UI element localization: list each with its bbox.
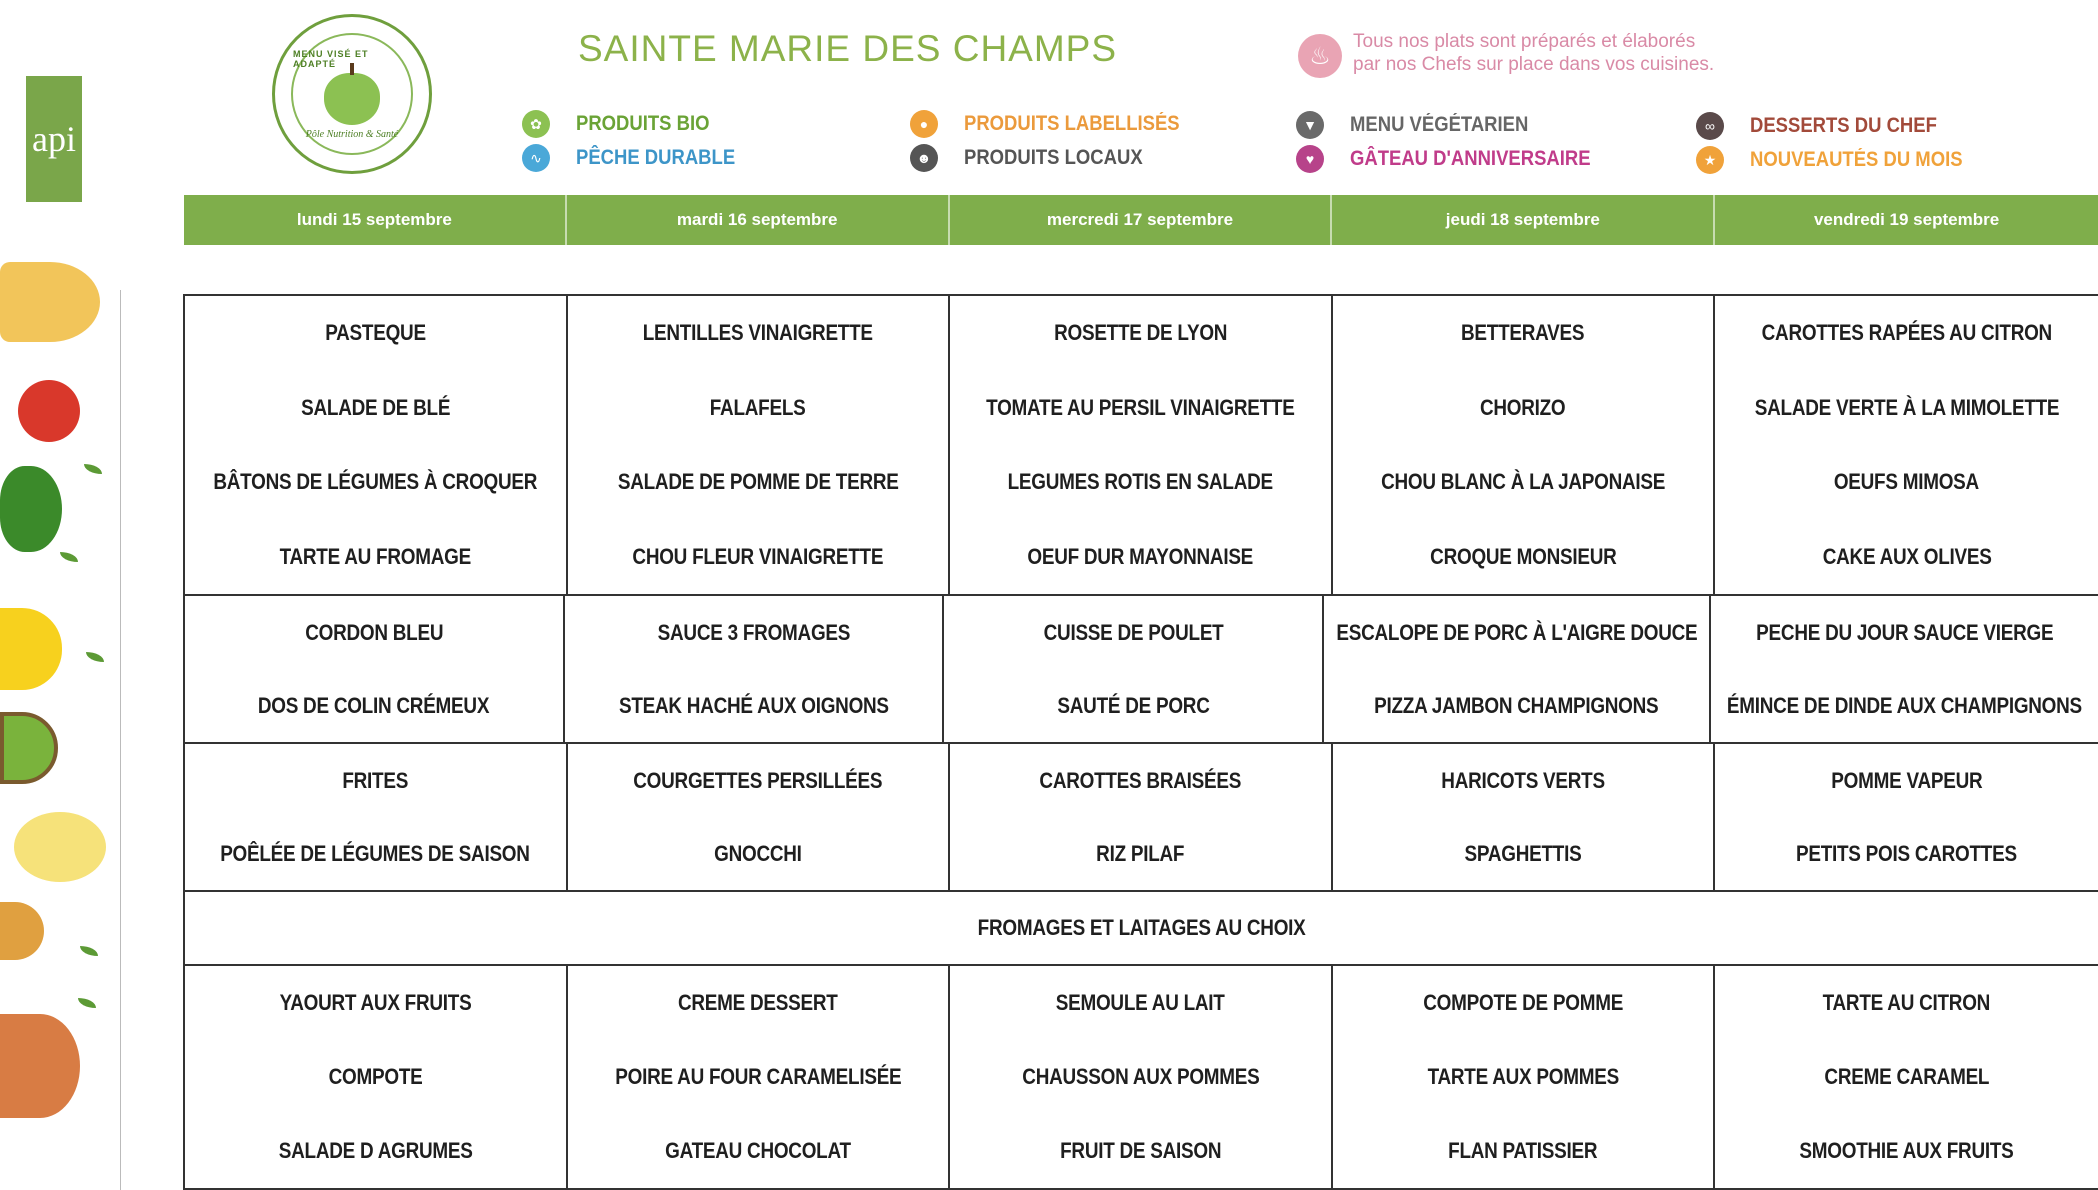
day-cell: [185, 296, 568, 594]
dish: DOS DE COLIN CRÉMEUX: [258, 692, 490, 718]
dish: POIRE AU FOUR CARAMELISÉE: [614, 1064, 901, 1089]
star-icon: ★: [1696, 146, 1724, 174]
day-cell: [568, 966, 951, 1188]
menu-grid: [183, 294, 2098, 1190]
menu-approved-seal: [272, 14, 432, 174]
kiwi-image: [0, 712, 58, 784]
dish: CUISSE DE POULET: [1043, 619, 1224, 645]
dish: CROQUE MONSIEUR: [1429, 543, 1617, 569]
dish: COURGETTES PERSILLÉES: [633, 767, 883, 793]
fruit-tart-image: [0, 1014, 80, 1118]
dish: PASTEQUE: [324, 320, 426, 346]
dish: HARICOTS VERTS: [1441, 767, 1605, 793]
day-cell: [1715, 966, 2098, 1188]
dish: CHOU BLANC À LA JAPONAISE: [1381, 469, 1666, 495]
day-cell: [1333, 744, 1716, 890]
chef-note-line1: Tous nos plats sont préparés et élaborés: [1353, 31, 1696, 52]
day-cell: [1711, 596, 2098, 742]
day-cell: [1333, 296, 1716, 594]
dish: YAOURT AUX FRUITS: [279, 990, 472, 1015]
legend-gateau-anniversaire: [1296, 145, 1623, 173]
legend-label: NOUVEAUTÉS DU MOIS: [1750, 148, 1963, 171]
dish: TARTE AU FROMAGE: [279, 543, 471, 569]
decorative-food-strip: [0, 0, 120, 1190]
mains-section: [183, 594, 2098, 742]
day-thursday: jeudi 18 septembre: [1332, 195, 1715, 245]
legend-label: PRODUITS LABELLISÉS: [964, 112, 1180, 135]
day-cell: [950, 966, 1333, 1188]
legend-produits-labellises: [910, 110, 1209, 138]
dish: TARTE AUX POMMES: [1427, 1064, 1619, 1089]
leaf-decoration: [86, 652, 104, 662]
legend-peche-durable: [522, 144, 757, 172]
apple-icon: [324, 73, 380, 125]
legend-label: GÂTEAU D'ANNIVERSAIRE: [1350, 147, 1591, 170]
seal-top-text: MENU VISÉ ET ADAPTÉ: [293, 48, 369, 69]
dish: PECHE DU JOUR SAUCE VIERGE: [1755, 619, 2054, 645]
dish: SMOOTHIE AUX FRUITS: [1799, 1138, 2014, 1163]
dish: SALADE DE POMME DE TERRE: [617, 469, 899, 495]
dish: SALADE VERTE À LA MIMOLETTE: [1754, 394, 2059, 420]
legend-nouveautes-du-mois: [1696, 146, 1992, 174]
dish: POMME VAPEUR: [1831, 767, 1983, 793]
legend-label: DESSERTS DU CHEF: [1750, 114, 1937, 137]
dish: COMPOTE DE POMME: [1423, 990, 1624, 1015]
day-cell: [950, 744, 1333, 890]
leaf-decoration: [60, 552, 78, 562]
dish: GNOCCHI: [714, 840, 802, 866]
legend-label: PÊCHE DURABLE: [576, 146, 736, 169]
legend-label: PRODUITS LOCAUX: [964, 146, 1143, 169]
day-cell: [944, 596, 1324, 742]
dish: OEUF DUR MAYONNAISE: [1027, 543, 1254, 569]
chef-note-line2: par nos Chefs sur place dans vos cuisines.: [1353, 54, 1715, 75]
orange-juice-image: [0, 608, 62, 690]
dish: ROSETTE DE LYON: [1053, 320, 1228, 346]
left-divider: [120, 290, 121, 1190]
whisk-icon: ∞: [1696, 112, 1724, 140]
dish: FLAN PATISSIER: [1448, 1138, 1598, 1163]
legend-produits-locaux: [910, 144, 1167, 172]
day-cell: [1715, 744, 2098, 890]
desserts-section: [183, 964, 2098, 1190]
page-title: SAINTE MARIE DES CHAMPS: [578, 28, 1118, 69]
dish: RIZ PILAF: [1096, 840, 1185, 866]
dish: BETTERAVES: [1461, 320, 1585, 346]
sides-section: [183, 742, 2098, 890]
leaf-icon: ✿: [522, 110, 550, 138]
cheese-band: [183, 890, 2098, 964]
day-cell: [185, 596, 565, 742]
dish: PIZZA JAMBON CHAMPIGNONS: [1374, 692, 1659, 718]
day-cell: [185, 744, 568, 890]
tea-cup-image: [0, 902, 44, 960]
day-cell: [1333, 966, 1716, 1188]
dish: CHOU FLEUR VINAIGRETTE: [632, 543, 884, 569]
dish: LEGUMES ROTIS EN SALADE: [1007, 469, 1274, 495]
day-tuesday: mardi 16 septembre: [567, 195, 950, 245]
leaf-decoration: [80, 946, 98, 956]
dish: CREME DESSERT: [678, 990, 838, 1015]
dish: GATEAU CHOCOLAT: [665, 1138, 851, 1163]
dish: LENTILLES VINAIGRETTE: [642, 320, 873, 346]
dish: STEAK HACHÉ AUX OIGNONS: [618, 692, 889, 718]
dish: BÂTONS DE LÉGUMES À CROQUER: [213, 469, 538, 495]
dish: SALADE DE BLÉ: [300, 394, 450, 420]
dish: COMPOTE: [328, 1064, 423, 1089]
dish: TOMATE AU PERSIL VINAIGRETTE: [986, 394, 1295, 420]
chef-note-text: [1353, 30, 1714, 76]
dish: SAUTÉ DE PORC: [1057, 692, 1210, 718]
fish-icon: ∿: [522, 144, 550, 172]
starters-section: [183, 294, 2098, 594]
dish: PETITS POIS CAROTTES: [1796, 840, 2018, 866]
day-header-bar: [184, 195, 2098, 245]
seal-bottom-text: Pôle Nutrition & Santé: [305, 128, 399, 140]
dish: CAKE AUX OLIVES: [1822, 543, 1992, 569]
leaf-decoration: [84, 464, 102, 474]
leaf-decoration: [78, 998, 96, 1008]
legend-label: MENU VÉGÉTARIEN: [1350, 113, 1529, 136]
cake-icon: ♥: [1296, 145, 1324, 173]
dish: OEUFS MIMOSA: [1834, 469, 1980, 495]
chef-hat-icon: ♨: [1298, 34, 1342, 78]
tomato-image: [18, 380, 80, 442]
dish: POÊLÉE DE LÉGUMES DE SAISON: [220, 840, 531, 866]
day-monday: lundi 15 septembre: [184, 195, 567, 245]
dish: SALADE D AGRUMES: [278, 1138, 473, 1163]
api-logo: api: [26, 76, 82, 202]
pie-slice-image: [0, 262, 100, 342]
dish: CREME CARAMEL: [1824, 1064, 1990, 1089]
dish: SAUCE 3 FROMAGES: [657, 619, 850, 645]
dish: CHAUSSON AUX POMMES: [1021, 1064, 1260, 1089]
day-cell: [1324, 596, 1711, 742]
dish: FRITES: [342, 767, 409, 793]
day-cell: [185, 966, 568, 1188]
dish: FRUIT DE SAISON: [1059, 1138, 1222, 1163]
day-wednesday: mercredi 17 septembre: [950, 195, 1333, 245]
day-cell: [565, 596, 945, 742]
legend-desserts-du-chef: [1696, 112, 1962, 140]
dish: CHORIZO: [1480, 394, 1566, 420]
legend-label: PRODUITS BIO: [576, 112, 710, 135]
day-cell: [568, 296, 951, 594]
dish: FALAFELS: [710, 394, 806, 420]
dish: CORDON BLEU: [304, 619, 443, 645]
dish: CAROTTES BRAISÉES: [1039, 767, 1242, 793]
carrot-icon: ▼: [1296, 111, 1324, 139]
dish: SEMOULE AU LAIT: [1056, 990, 1225, 1015]
farmer-icon: ☻: [910, 144, 938, 172]
day-cell: [568, 744, 951, 890]
legend-menu-vegetarien: [1296, 111, 1553, 139]
dish: ÉMINCE DE DINDE AUX CHAMPIGNONS: [1727, 692, 2083, 718]
pepper-image: [0, 466, 62, 552]
dish: SPAGHETTIS: [1464, 840, 1582, 866]
dish: TARTE AU CITRON: [1822, 990, 1991, 1015]
medal-icon: ●: [910, 110, 938, 138]
day-friday: vendredi 19 septembre: [1813, 210, 2000, 229]
cheese-band-label: FROMAGES ET LAITAGES AU CHOIX: [977, 915, 1306, 940]
dish: CAROTTES RAPÉES AU CITRON: [1761, 320, 2052, 346]
lemon-image: [14, 812, 106, 882]
legend-produits-bio: [522, 110, 728, 138]
day-cell: [1715, 296, 2098, 594]
day-cell: [950, 296, 1333, 594]
dish: ESCALOPE DE PORC À L'AIGRE DOUCE: [1336, 619, 1698, 645]
